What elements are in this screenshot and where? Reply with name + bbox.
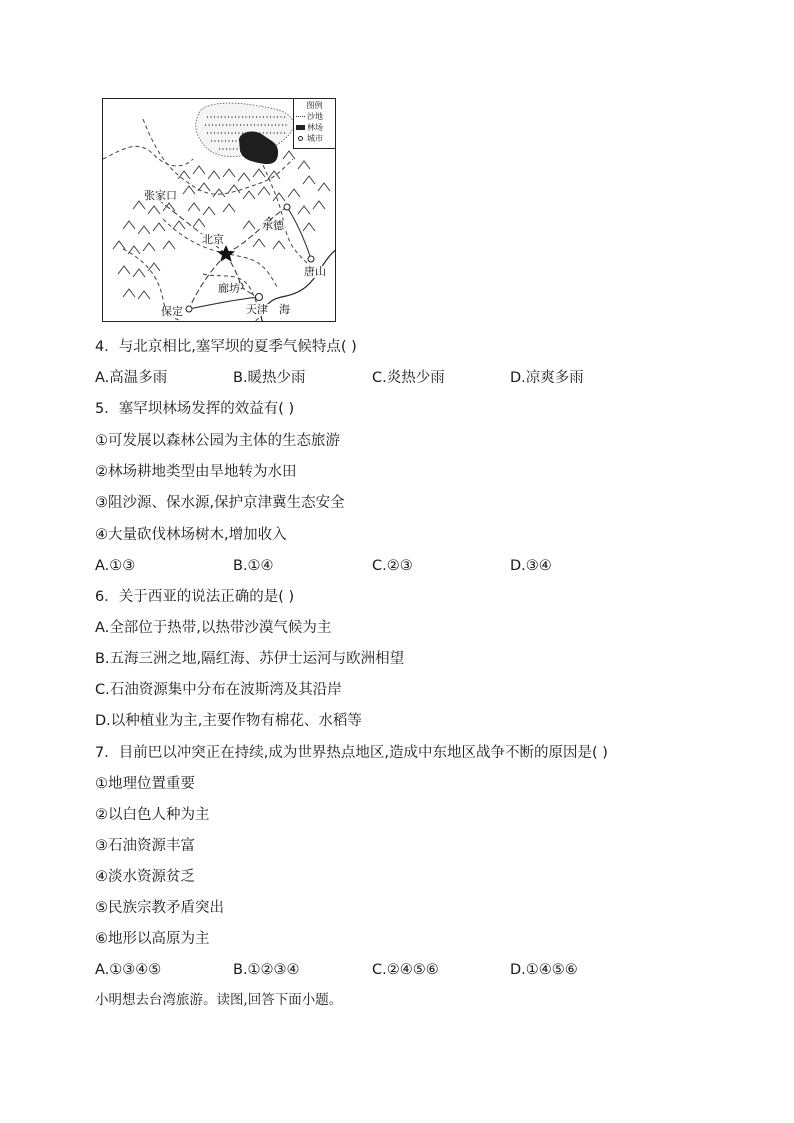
capital-star <box>217 245 235 262</box>
question-4-stem: 4．与北京相比,塞罕坝的夏季气候特点( ) <box>95 339 357 355</box>
option-b[interactable]: B.暖热少雨 <box>233 370 306 386</box>
question-5-statement: ③阻沙源、保水源,保护京津冀生态安全 <box>95 495 345 511</box>
city-label-baoding: 保定 <box>161 305 183 318</box>
forest-swatch-icon <box>296 125 305 130</box>
city-label-zhangjiakou: 张家口 <box>144 189 177 202</box>
legend-item-forest <box>296 122 333 133</box>
option-d[interactable]: D.①④⑤⑥ <box>510 962 578 978</box>
option-b[interactable]: B.①②③④ <box>233 962 300 978</box>
option-a[interactable]: A.全部位于热带,以热带沙漠气候为主 <box>95 620 332 636</box>
option-c[interactable]: C.②③ <box>372 558 413 574</box>
option-d[interactable]: D.以种植业为主,主要作物有棉花、水稻等 <box>95 713 362 729</box>
question-7-stem: 7．目前巴以冲突正在持续,成为世界热点地区,造成中东地区战争不断的原因是( ) <box>95 745 608 761</box>
question-7-statement: ②以白色人种为主 <box>95 807 210 823</box>
option-a[interactable]: A.①③ <box>95 558 136 574</box>
sea-label: 海 <box>279 303 290 316</box>
question-7-statement: ①地理位置重要 <box>95 776 195 792</box>
city-label-langfang: 廊坊 <box>218 282 240 295</box>
question-5-statement: ①可发展以森林公园为主体的生态旅游 <box>95 433 340 449</box>
next-section-intro: 小明想去台湾旅游。读图,回答下面小题。 <box>95 992 343 1008</box>
question-7-statement: ④淡水资源贫乏 <box>95 869 195 885</box>
legend-label: 城市 <box>307 134 323 143</box>
option-d[interactable]: D.凉爽多雨 <box>510 370 584 386</box>
option-a[interactable]: A.高温多雨 <box>95 370 168 386</box>
sand-swatch-icon <box>296 116 305 117</box>
map-figure <box>102 98 336 322</box>
option-b[interactable]: B.①④ <box>233 558 274 574</box>
question-7-statement: ⑤民族宗教矛盾突出 <box>95 900 224 916</box>
option-a[interactable]: A.①③④⑤ <box>95 962 162 978</box>
legend-item-city <box>296 133 333 144</box>
legend-item-sand <box>296 111 333 122</box>
legend-label: 沙地 <box>307 112 323 121</box>
map-legend <box>293 99 335 149</box>
question-7-statement: ③石油资源丰富 <box>95 838 195 854</box>
city-label-chengde: 承德 <box>262 219 284 232</box>
option-b[interactable]: B.五海三洲之地,隔红海、苏伊士运河与欧洲相望 <box>95 651 405 667</box>
option-c[interactable]: C.石油资源集中分布在波斯湾及其沿岸 <box>95 682 342 698</box>
question-5-stem: 5．塞罕坝林场发挥的效益有( ) <box>95 401 295 417</box>
city-swatch-icon <box>298 136 303 141</box>
question-7-options <box>95 961 695 979</box>
option-c[interactable]: C.炎热少雨 <box>372 370 445 386</box>
question-5-statement: ④大量砍伐林场树木,增加收入 <box>95 527 287 543</box>
option-d[interactable]: D.③④ <box>510 558 552 574</box>
question-5-statement: ②林场耕地类型由旱地转为水田 <box>95 464 297 480</box>
question-4-options <box>95 369 695 387</box>
city-label-beijing: 北京 <box>202 233 224 246</box>
question-6-stem: 6．关于西亚的说法正确的是( ) <box>95 589 295 605</box>
question-5-options <box>95 557 695 575</box>
option-c[interactable]: C.②④⑤⑥ <box>372 962 439 978</box>
city-label-tianjin: 天津 <box>246 303 268 316</box>
legend-title: 图例 <box>306 101 323 110</box>
city-label-tangshan: 唐山 <box>304 265 326 278</box>
legend-label: 林场 <box>307 123 323 132</box>
question-7-statement: ⑥地形以高原为主 <box>95 931 210 947</box>
